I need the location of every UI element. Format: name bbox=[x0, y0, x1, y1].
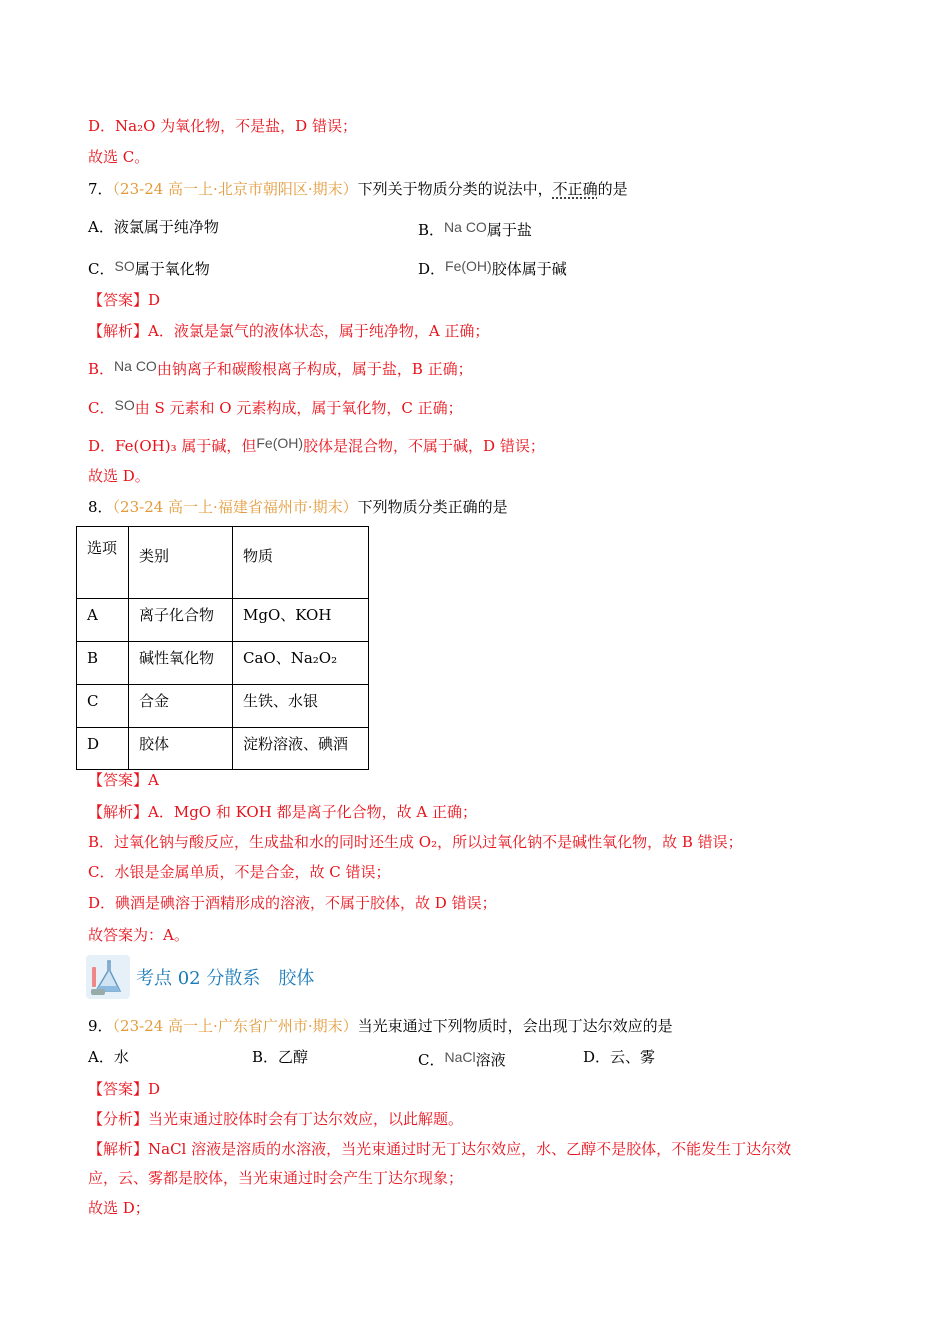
q9-explanation-1: 【解析】NaCl 溶液是溶质的水溶液，当光束通过时无丁达尔效应，水、乙醇不是胶体，不能发生丁达尔效 bbox=[88, 1140, 792, 1158]
exp7-3-text: 由 S 元素和 O 元素构成，属于氧化物，C 正确； bbox=[134, 399, 463, 417]
table-cell: C bbox=[77, 685, 129, 728]
q7-text-a: 下列关于物质分类的说法中， bbox=[357, 180, 553, 198]
q7-explanation-3 bbox=[88, 395, 463, 418]
q8-explanation-2: B．过氧化钠与酸反应，生成盐和水的同时还生成 O₂，所以过氧化钠不是碱性氧化物，故 B 错误； bbox=[88, 833, 743, 851]
q7-b-prefix: B． bbox=[418, 221, 445, 239]
q8-explanation-1: 【解析】A．MgO 和 KOH 都是离子化合物，故 A 正确； bbox=[88, 803, 477, 821]
q9-c-text: 溶液 bbox=[475, 1051, 506, 1069]
question-8 bbox=[88, 497, 508, 517]
q8-explanation-4: D．碘酒是碘溶于酒精形成的溶液，不属于胶体，故 D 错误； bbox=[88, 894, 497, 912]
exp7-2-text: 由钠离子和碳酸根离子构成，属于盐，B 正确； bbox=[156, 360, 473, 378]
q7-c-formula: SO bbox=[114, 258, 135, 274]
q9-text: 当光束通过下列物质时，会出现丁达尔效应的是 bbox=[357, 1017, 673, 1035]
classification-table bbox=[76, 526, 369, 770]
q7-option-c bbox=[88, 256, 210, 279]
q9-option-c bbox=[418, 1047, 506, 1070]
q7-source: （23-24 高一上·北京市朝阳区·期末） bbox=[112, 180, 358, 198]
q7-explanation-5: 故选 D。 bbox=[88, 467, 150, 485]
q9-explanation-3: 故选 D； bbox=[88, 1199, 150, 1217]
q9-explanation-2: 应，云、雾都是胶体，当光束通过时会产生丁达尔现象； bbox=[88, 1169, 464, 1187]
flask-icon bbox=[86, 955, 130, 999]
q9-option-a: A．水 bbox=[88, 1048, 129, 1066]
table-cell: 淀粉溶液、碘酒 bbox=[233, 728, 369, 770]
table-cell: 碱性氧化物 bbox=[129, 642, 233, 685]
table-header-cell: 物质 bbox=[233, 527, 369, 599]
exp7-4-prefix: D．Fe(OH)₃ 属于碱，但 bbox=[88, 437, 257, 455]
table-cell: 离子化合物 bbox=[129, 599, 233, 642]
q7-number: 7． bbox=[88, 180, 113, 198]
table-header-cell: 类别 bbox=[129, 527, 233, 599]
table-cell: B bbox=[77, 642, 129, 685]
q7-explanation-4 bbox=[88, 433, 545, 456]
q7-option-a: A．液氯属于纯净物 bbox=[88, 218, 219, 236]
exp7-2-prefix: B． bbox=[88, 360, 115, 378]
q8-explanation-3: C．水银是金属单质，不是合金，故 C 错误； bbox=[88, 863, 391, 881]
q7-explanation-2 bbox=[88, 356, 473, 379]
q7-emphasis: 不正确 bbox=[552, 180, 598, 198]
table-cell: 胶体 bbox=[129, 728, 233, 770]
q7-b-formula: Na CO bbox=[444, 219, 487, 235]
q9-analysis: 【分析】当光束通过胶体时会有丁达尔效应，以此解题。 bbox=[88, 1110, 464, 1128]
exp7-3-formula: SO bbox=[114, 397, 135, 413]
key-point-header bbox=[86, 955, 314, 999]
q8-explanation-5: 故答案为：A。 bbox=[88, 926, 189, 944]
table-cell: 合金 bbox=[129, 685, 233, 728]
table-row bbox=[77, 685, 369, 728]
q9-option-b: B．乙醇 bbox=[252, 1048, 309, 1066]
q7-option-d bbox=[418, 256, 567, 279]
exp7-2-formula: Na CO bbox=[114, 358, 157, 374]
q7-b-text: 属于盐 bbox=[486, 221, 532, 239]
q7-explanation-1: 【解析】A．液氯是氯气的液体状态，属于纯净物，A 正确； bbox=[88, 322, 490, 340]
q7-option-b bbox=[418, 217, 532, 240]
q7-text-b: 的是 bbox=[597, 180, 628, 198]
q9-answer: 【答案】D bbox=[88, 1080, 161, 1098]
table-cell: CaO、Na₂O₂ bbox=[233, 642, 369, 685]
q7-d-formula: Fe(OH) bbox=[445, 258, 492, 274]
q8-text: 下列物质分类正确的是 bbox=[357, 498, 508, 516]
exp7-4-text: 胶体是混合物，不属于碱，D 错误； bbox=[303, 437, 545, 455]
q7-d-prefix: D． bbox=[418, 260, 446, 278]
line-d-na2o: D．Na₂O 为氧化物，不是盐，D 错误； bbox=[88, 117, 357, 135]
table-row bbox=[77, 728, 369, 770]
q9-number: 9． bbox=[88, 1017, 113, 1035]
table-row bbox=[77, 599, 369, 642]
exp7-3-prefix: C． bbox=[88, 399, 115, 417]
table-header-row bbox=[77, 527, 369, 599]
question-9 bbox=[88, 1016, 673, 1036]
q9-c-prefix: C． bbox=[418, 1051, 445, 1069]
q7-c-text: 属于氧化物 bbox=[134, 260, 210, 278]
q7-answer: 【答案】D bbox=[88, 291, 161, 309]
question-7 bbox=[88, 179, 628, 199]
table-header-cell: 选项 bbox=[77, 527, 129, 599]
q9-c-formula: NaCl bbox=[444, 1049, 476, 1065]
q8-answer: 【答案】A bbox=[88, 771, 159, 789]
key-point-title: 考点 02 分散系 胶体 bbox=[136, 968, 315, 989]
q8-source: （23-24 高一上·福建省福州市·期末） bbox=[112, 498, 358, 516]
table-cell: D bbox=[77, 728, 129, 770]
table-cell: 生铁、水银 bbox=[233, 685, 369, 728]
q9-option-d: D．云、雾 bbox=[583, 1048, 656, 1066]
table-row bbox=[77, 642, 369, 685]
line-choose-c: 故选 C。 bbox=[88, 148, 150, 166]
q8-number: 8． bbox=[88, 498, 113, 516]
table-cell: MgO、KOH bbox=[233, 599, 369, 642]
q9-source: （23-24 高一上·广东省广州市·期末） bbox=[112, 1017, 358, 1035]
q7-c-prefix: C． bbox=[88, 260, 115, 278]
q7-d-text: 胶体属于碱 bbox=[491, 260, 567, 278]
table-cell: A bbox=[77, 599, 129, 642]
exp7-4-formula: Fe(OH) bbox=[256, 435, 304, 451]
